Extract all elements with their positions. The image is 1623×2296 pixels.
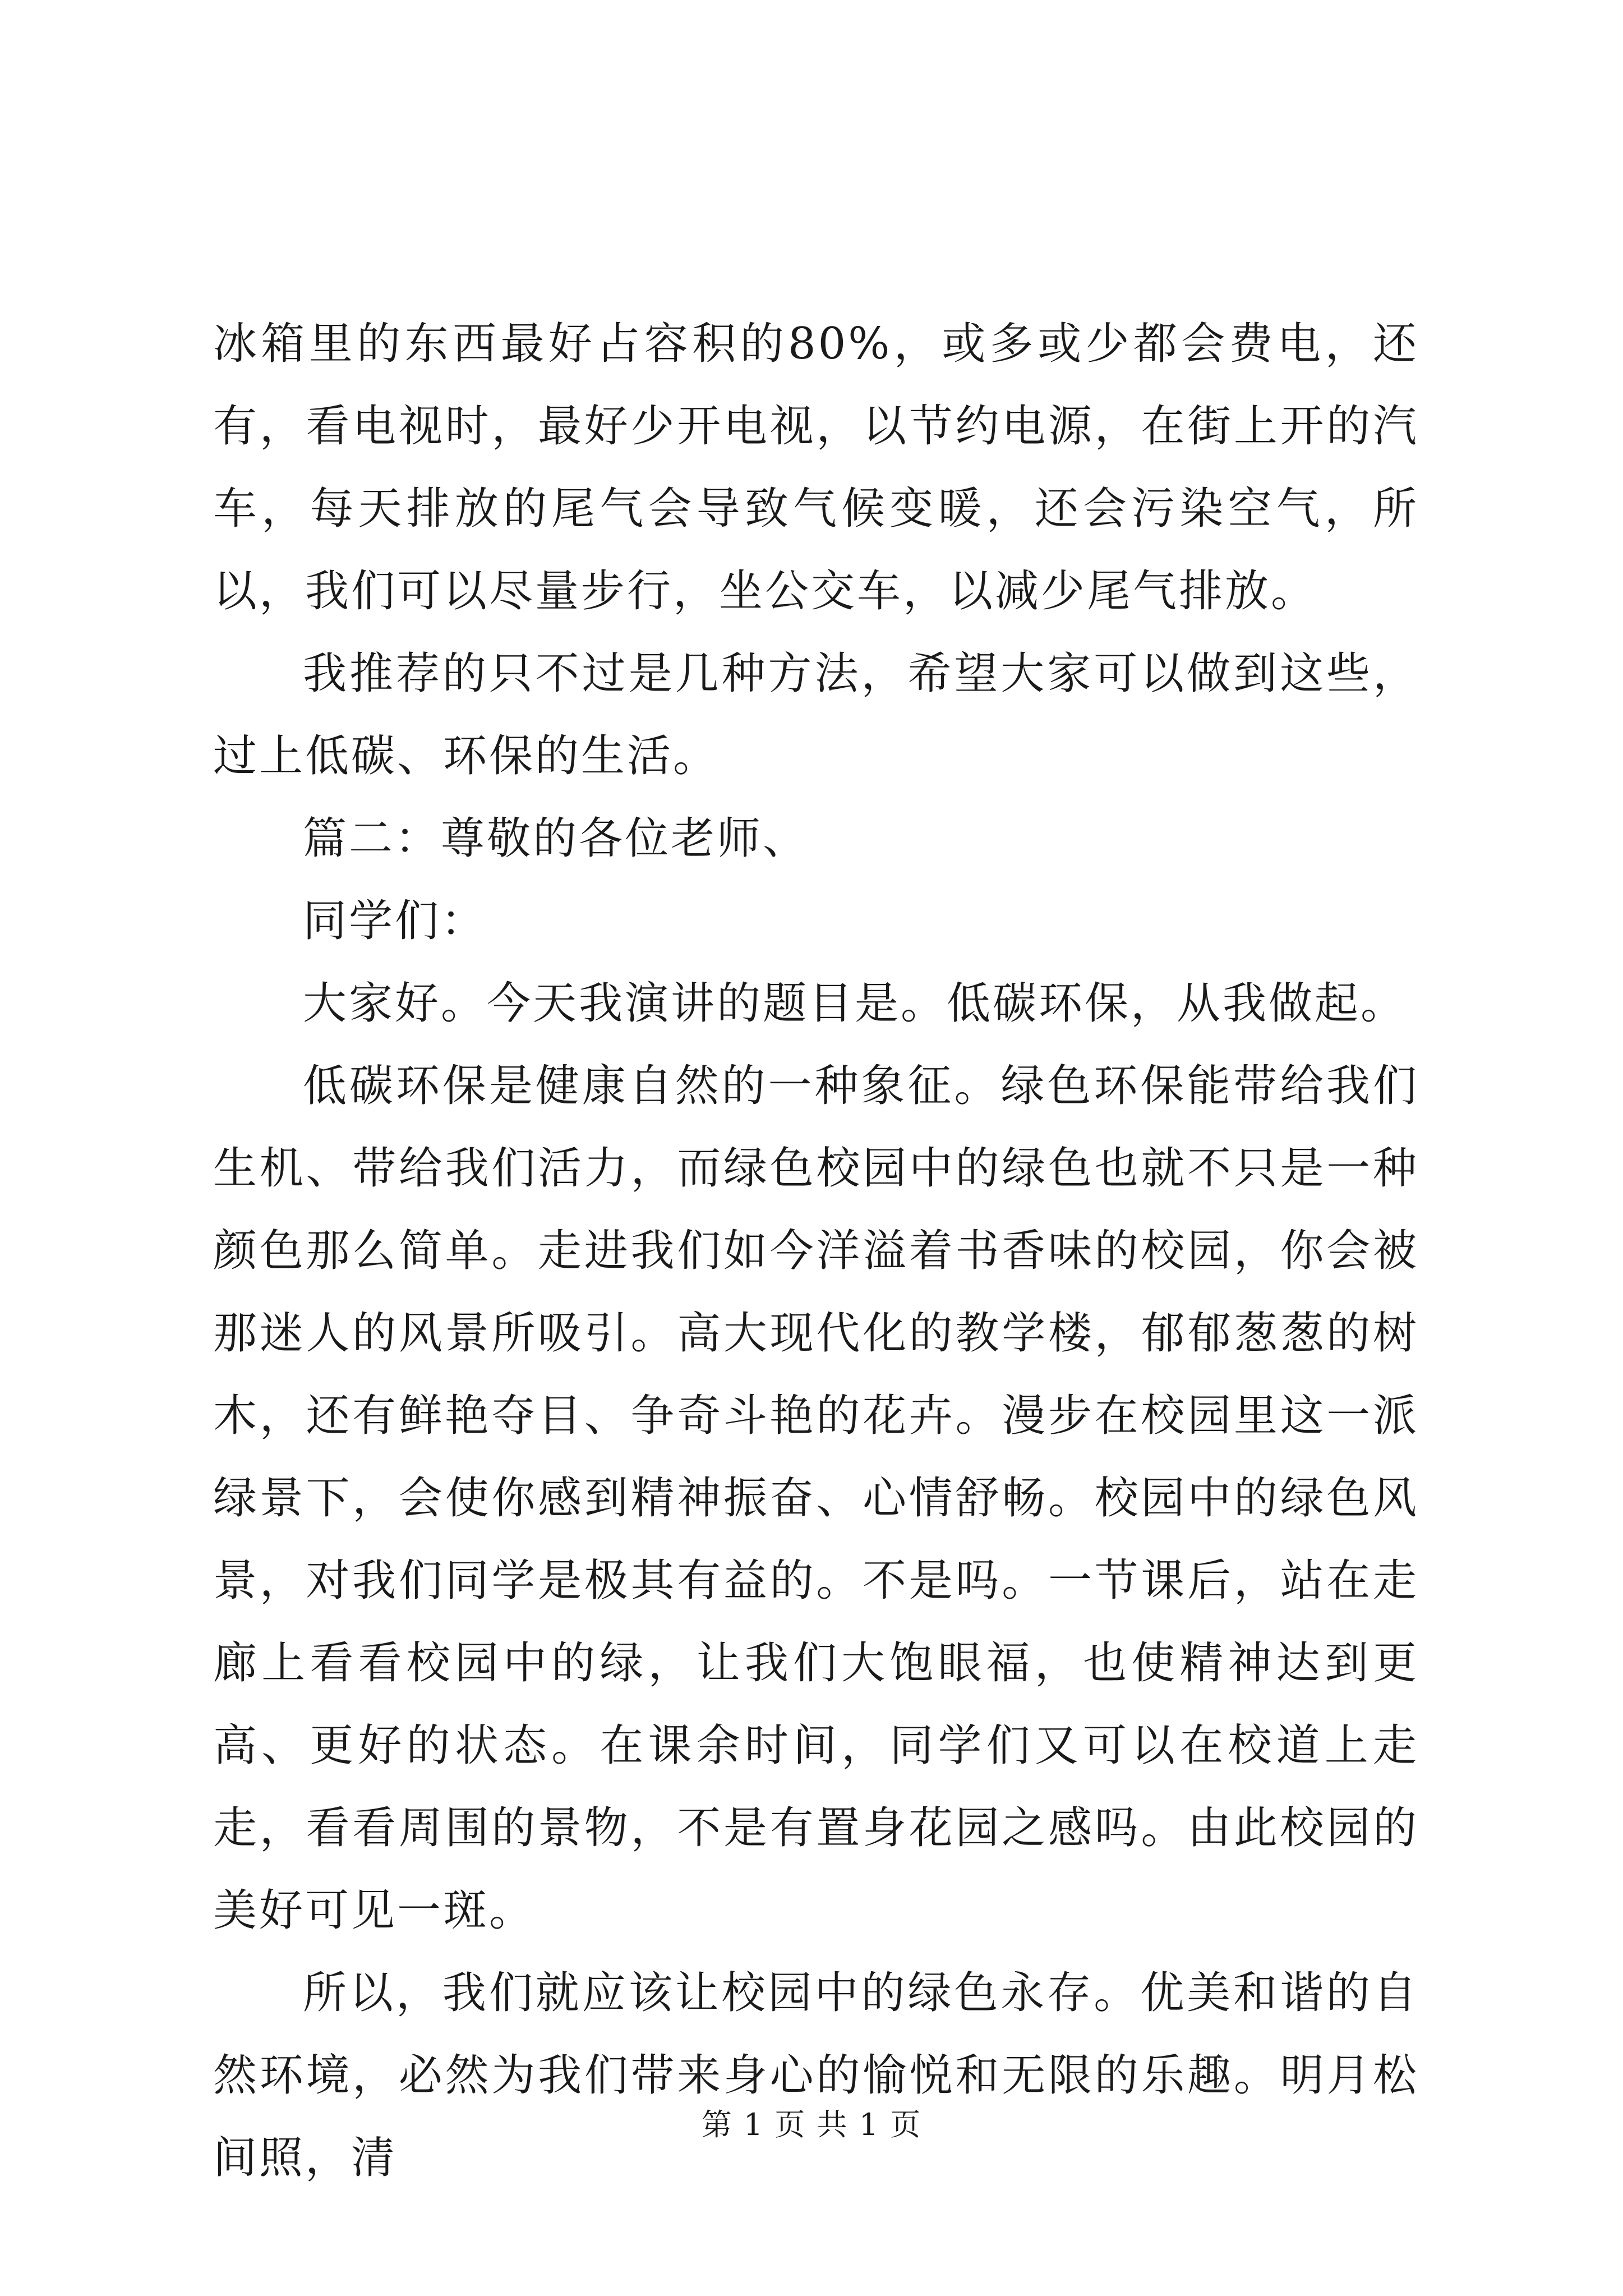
paragraph: 低碳环保是健康自然的一种象征。绿色环保能带给我们生机、带给我们活力，而绿色校园中的绿色也就不只是一种颜色那么简单。走进我们如今洋溢着书香味的校园，你会被那迷人的风景所吸引。高大现代化的教学楼，郁郁葱葱的树木，还有鲜艳夺目、争奇斗艳的花卉。漫步在校园里这一派绿景下，会使你感到精神振奋、心情舒畅。校园中的绿色风景，对我们同学是极其有益的。不是吗。一节课后，站在走廊上看看校园中的绿，让我们大饱眼福，也使精神达到更高、更好的状态。在课余时间，同学们又可以在校道上走走，看看周围的景物，不是有置身花园之感吗。由此校园的美好可见一斑。 — [213, 1061, 1419, 1936]
paragraph: 所以，我们就应该让校园中的绿色永存。优美和谐的自然环境，必然为我们带来身心的愉悦和无限的乐趣。明月松间照，清 — [213, 1968, 1419, 2183]
paragraph: 篇二：尊敬的各位老师、 — [303, 813, 809, 864]
paragraph: 同学们： — [303, 896, 487, 946]
page-footer: 第 1 页 共 1 页 — [701, 2107, 922, 2142]
document-body — [213, 303, 1419, 2200]
paragraph: 冰箱里的东西最好占容积的80%，或多或少都会费电，还有，看电视时，最好少开电视，以节约电源，在街上开的汽车，每天排放的尾气会导致气候变暖，还会污染空气，所以，我们可以尽量步行，坐公交车，以减少尾气排放。 — [213, 319, 1419, 616]
paragraph: 我推荐的只不过是几种方法，希望大家可以做到这些，过上低碳、环保的生活。 — [213, 648, 1419, 781]
paragraph: 大家好。今天我演讲的题目是。低碳环保，从我做起。 — [303, 978, 1407, 1029]
